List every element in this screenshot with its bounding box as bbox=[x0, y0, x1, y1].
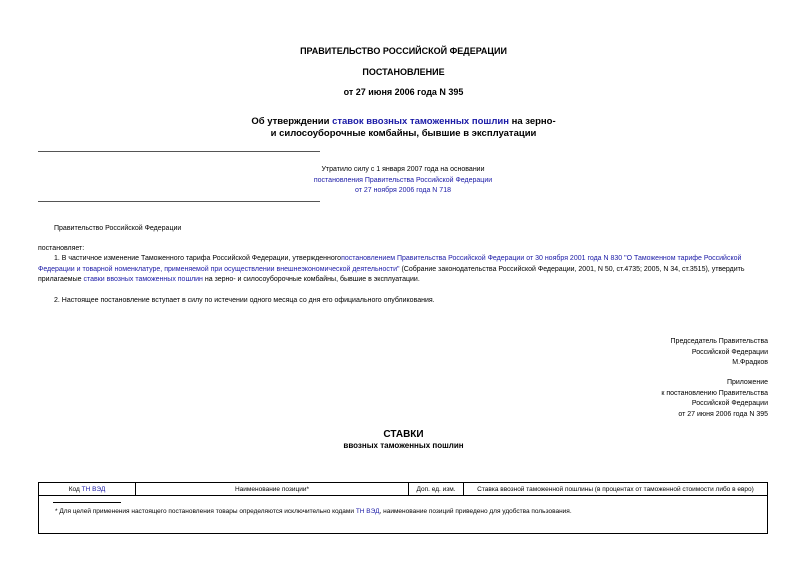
rates-appendix-link[interactable]: ставки ввозных таможенных пошлин bbox=[83, 276, 203, 283]
title-rates-link[interactable]: ставок ввозных таможенных пошлин bbox=[332, 116, 509, 127]
rates-table bbox=[38, 482, 768, 534]
paragraph-2: 2. Настоящее постановление вступает в силу по истечении одного месяца со дня его официального опубликования. bbox=[54, 297, 435, 304]
paragraph-1-end: на зерно- и силосоуборочные комбайны, бывшие в эксплуатации. bbox=[202, 276, 420, 283]
repeal-notice bbox=[170, 165, 636, 197]
appendix-to: к постановлению Правительства bbox=[661, 389, 768, 397]
table-header-row bbox=[39, 483, 768, 496]
government-heading: ПРАВИТЕЛЬСТВО РОССИЙСКОЙ ФЕДЕРАЦИИ bbox=[300, 46, 507, 56]
column-header-unit: Доп. ед. изм. bbox=[409, 483, 464, 496]
rates-subtitle: ввозных таможенных пошлин bbox=[343, 441, 464, 450]
code-prefix: Код bbox=[68, 485, 82, 493]
table-footnote-row bbox=[39, 496, 768, 534]
government-line: Правительство Российской Федерации bbox=[54, 225, 182, 232]
title-suffix: на зерно- bbox=[508, 116, 556, 127]
document-title bbox=[0, 116, 807, 140]
paragraph-1-start: 1. В частичное изменение Таможенного тарифа Российской Федерации, утвержденного bbox=[54, 255, 342, 262]
paragraph-1 bbox=[38, 254, 772, 286]
signature-position: Председатель Правительства bbox=[670, 338, 768, 345]
footnote-text bbox=[41, 508, 765, 515]
column-header-rate: Ставка ввозной таможенной пошлины (в процентах от таможенной стоимости либо в евро) bbox=[464, 483, 768, 496]
signature-country: Российской Федерации bbox=[691, 348, 768, 356]
repeal-notice-date-link[interactable]: от 27 ноября 2006 года N 718 bbox=[355, 187, 451, 194]
decrees-word: постановляет: bbox=[38, 245, 85, 252]
paragraph-1-middle: (Собрание законодательства Российской Федерации, 2001, N 50, ст.4735; 2005, N 34, ст.3515), утвердить прилагаемые bbox=[38, 265, 745, 283]
appendix-block bbox=[560, 378, 768, 420]
signature-name: М.Фрадков bbox=[732, 359, 768, 366]
repeal-notice-text: Утратило силу с 1 января 2007 года на основании bbox=[321, 166, 485, 173]
appendix-label: Приложение bbox=[726, 379, 768, 386]
footnote-tn-ved-link[interactable]: ТН ВЭД bbox=[355, 508, 380, 515]
footnote-rule bbox=[53, 502, 121, 503]
column-header-name: Наименование позиции* bbox=[136, 483, 409, 496]
notice-bottom-rule bbox=[38, 201, 320, 202]
signature-block bbox=[560, 337, 768, 369]
footnote-cell bbox=[39, 496, 768, 534]
footnote-prefix: * Для целей применения настоящего постановления товары определяются исключительно кодами bbox=[55, 508, 356, 515]
title-line-2: и силосоуборочные комбайны, бывшие в эксплуатации bbox=[270, 128, 537, 139]
decree-830-link[interactable]: постановлением Правительства Российской Федерации от 30 ноября 2001 года N 830 "О Таможенном тарифе Российской Федерации и товарной номенклатуре, применяемой при осуществлении внешнеэкономической деятельности" bbox=[38, 255, 742, 273]
tn-ved-link[interactable]: ТН ВЭД bbox=[81, 485, 106, 493]
title-line-1 bbox=[0, 116, 807, 128]
title-prefix: Об утверждении bbox=[251, 116, 333, 127]
document-type: ПОСТАНОВЛЕНИЕ bbox=[362, 67, 445, 77]
appendix-country: Российской Федерации bbox=[691, 400, 768, 407]
appendix-date: от 27 июня 2006 года N 395 bbox=[678, 410, 768, 418]
column-header-code bbox=[39, 483, 136, 496]
repeal-notice-link[interactable]: постановления Правительства Российской Федерации bbox=[313, 176, 493, 184]
footnote-suffix: , наименование позиций приведено для удобства пользования. bbox=[379, 508, 572, 515]
rates-title: СТАВКИ bbox=[383, 429, 424, 440]
notice-top-rule bbox=[38, 151, 320, 152]
document-date-number: от 27 июня 2006 года N 395 bbox=[343, 87, 464, 97]
